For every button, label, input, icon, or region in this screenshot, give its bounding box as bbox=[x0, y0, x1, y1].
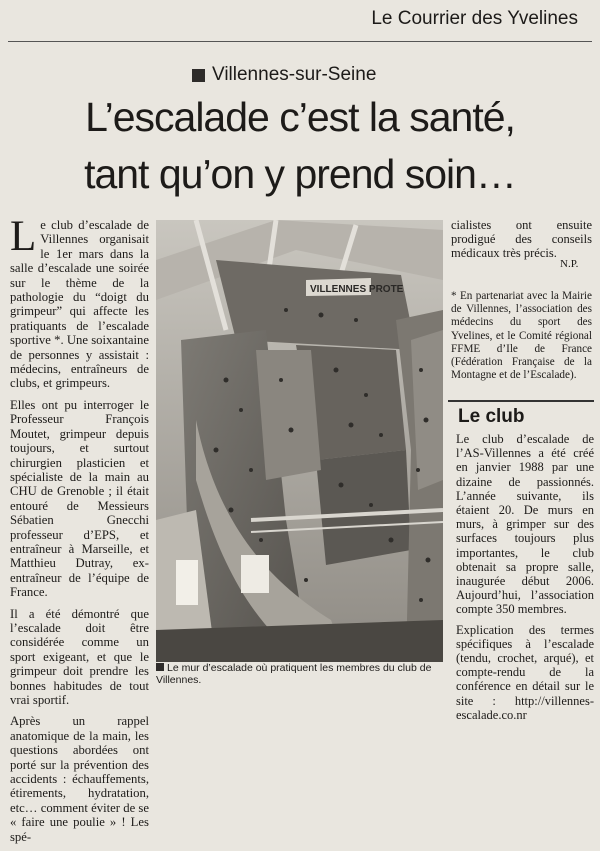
wall-sign-text: VILLENNES PROTE bbox=[310, 284, 404, 295]
paragraph-1 bbox=[10, 213, 149, 391]
photo-caption bbox=[156, 662, 443, 686]
author-signature: N.P. bbox=[560, 258, 579, 270]
paragraph-2: Elles ont pu interroger le Professeur François Moutet, grimpeur depuis toujours, et surtout chirurgien plasticien et spécialiste de la main au CHU de Grenoble ; il était entouré de Messieurs Sébatien Gnecchi professeur d’EPS, et entraîneur à Marseille, et Matthieu Dutray, ex-entraîneur de l’équipe de France. bbox=[10, 397, 149, 600]
kicker-square-icon bbox=[192, 69, 205, 82]
caption-text: Le mur d’escalade où pratiquent les membres du club de Villennes. bbox=[156, 662, 432, 686]
article-column-3-continuation: cialistes ont ensuite prodigué des conseils médicaux très précis. bbox=[451, 218, 592, 260]
paragraph-1-text: e club d’escalade de Villennes organisait le 1er mars dans la salle d’escalade une soirée sur le thème de la pathologie du “doigt du grimpeur” qui affecte les pratiquants de l’escalade sportive *. Une soixantaine de personnes y assistait : médecins, entraîneurs de clubs, et grimpeurs. bbox=[10, 218, 149, 391]
header-rule bbox=[8, 41, 592, 42]
publication-name: Le Courrier des Yvelines bbox=[371, 8, 578, 29]
sidebar-title: Le club bbox=[458, 406, 525, 427]
footnote: * En partenariat avec la Mairie de Villennes, l’association des médecins du sport des Yvelines, et le Comité régional FFME d’Ile de France (Fédération Française de la Montagne et de l’Escalade). bbox=[451, 290, 592, 382]
article-column-1 bbox=[10, 213, 149, 851]
kicker-text: Villennes-sur-Seine bbox=[212, 64, 377, 85]
paragraph-4: Après un rappel anatomique de la main, les questions abordées ont porté sur la prévention des accidents : échauffements, étirements, hydratation, etc… comment éviter de se « faire une poulie » ! Les spé- bbox=[10, 714, 149, 844]
sidebar-paragraph-2: Explication des termes spécifiques à l’escalade (tendu, crochet, arqué), et compte-rendu de la conférence en détail sur le site : http://villennes-escalade.co.nr bbox=[456, 622, 594, 722]
headline-line-1: L’escalade c’est la santé, bbox=[85, 94, 515, 140]
climbing-wall-photo bbox=[156, 220, 443, 662]
climbing-wall-illustration bbox=[156, 220, 443, 662]
headline-line-2: tant qu’on y prend soin… bbox=[84, 151, 516, 197]
kicker bbox=[192, 64, 376, 86]
paragraph-3: Il a été démontré que l’escalade doit être considérée comme un sport exigeant, et que le grimpeur doit prendre les bonnes habitudes de tout vrai sportif. bbox=[10, 606, 149, 707]
drop-cap: L bbox=[10, 213, 37, 260]
caption-square-icon bbox=[156, 663, 164, 671]
sidebar-paragraph-1: Le club d’escalade de l’AS-Villennes a été créé en janvier 1988 par une dizaine de passionnés. L’année suivante, ils étaient 20. De murs en murs, à grimper sur des surfaces toujours plus importantes, le club obtenait sa propre salle, inaugurée début 2006. Aujourd’hui, l’association compte 350 membres. bbox=[456, 432, 594, 617]
sidebar-body bbox=[456, 432, 594, 728]
